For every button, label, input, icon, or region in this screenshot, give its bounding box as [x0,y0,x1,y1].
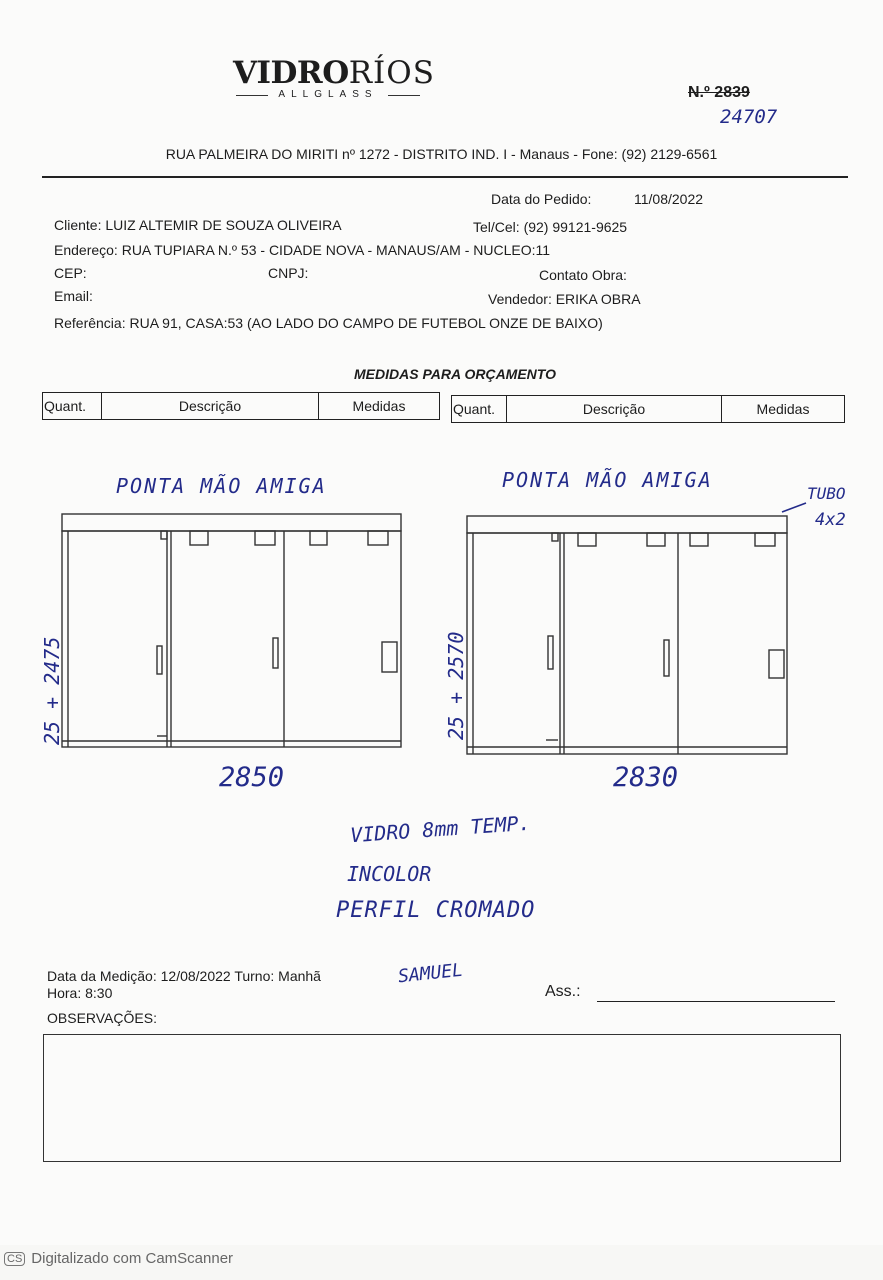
client-address: Endereço: RUA TUPIARA N.º 53 - CIDADE NOVA - MANAUS/AM - NUCLEO:11 [54,242,551,258]
tubo-arrow [782,503,806,512]
right-sketch-title: PONTA MÃO AMIGA [502,468,713,492]
email-label: Email: [54,288,93,304]
client-name: Cliente: LUIZ ALTEMIR DE SOUZA OLIVEIRA [54,217,342,233]
right-width-measure: 2830 [613,762,679,793]
col-quant: Quant. [43,393,102,420]
col-descricao: Descrição [102,393,319,420]
contact-label: Contato Obra: [539,267,627,283]
signature-line [597,1001,835,1002]
left-lock [382,642,397,672]
left-handle [157,646,162,674]
observations-box [43,1034,841,1162]
note-profile: PERFIL CROMADO [336,898,536,923]
left-width-measure: 2850 [219,762,285,793]
left-top-rail [62,514,401,531]
camscanner-icon: CS [4,1252,25,1266]
measurement-date: Data da Medição: 12/08/2022 Turno: Manhã [47,968,321,984]
note-color: INCOLOR [347,862,432,886]
right-height-measure: 25 + 2570 [444,631,468,740]
right-handle [664,640,669,676]
reference: Referência: RUA 91, CASA:53 (AO LADO DO CAMPO DE FUTEBOL ONZE DE BAIXO) [54,315,603,331]
logo-subtitle: ALLGLASS [236,89,420,100]
order-date-value: 11/08/2022 [634,191,704,207]
company-address: RUA PALMEIRA DO MIRITI nº 1272 - DISTRITO IND. I - Manaus - Fone: (92) 2129-6561 [165,146,718,162]
cep-label: CEP: [54,265,87,281]
observations-label: OBSERVAÇÕES: [47,1010,157,1026]
tubo-size: 4x2 [815,510,846,530]
signature-label: Ass.: [545,983,581,1000]
scanner-watermark [4,1250,233,1267]
client-phone: Tel/Cel: (92) 99121-9625 [473,219,628,235]
left-handle [273,638,278,668]
order-number-printed: N.º 2839 [688,84,750,101]
right-handle [548,636,553,669]
seller-name: Vendedor: ERIKA OBRA [488,291,641,307]
measurement-time: Hora: 8:30 [47,985,113,1001]
col-descricao: Descrição [507,396,722,423]
order-date-label: Data do Pedido: [491,191,592,207]
col-quant: Quant. [452,396,507,423]
left-sketch-title: PONTA MÃO AMIGA [116,474,327,498]
right-top-rail [467,516,787,533]
left-height-measure: 25 + 2475 [40,636,64,745]
cnpj-label: CNPJ: [268,265,309,281]
right-lock [769,650,784,678]
col-medidas: Medidas [722,396,845,423]
right-frame [467,533,787,754]
order-number-handwritten: 24707 [720,106,778,128]
note-glass: VIDRO 8mm TEMP. [349,810,532,848]
left-frame [62,531,401,747]
watermark-text: Digitalizado com CamScanner [31,1250,234,1267]
col-medidas: Medidas [319,393,440,420]
section-title: MEDIDAS PARA ORÇAMENTO [354,366,556,382]
signature: SAMUEL [397,959,464,988]
tubo-label: TUBO [807,484,846,503]
company-logo: VIDRORÍOS [233,55,435,91]
